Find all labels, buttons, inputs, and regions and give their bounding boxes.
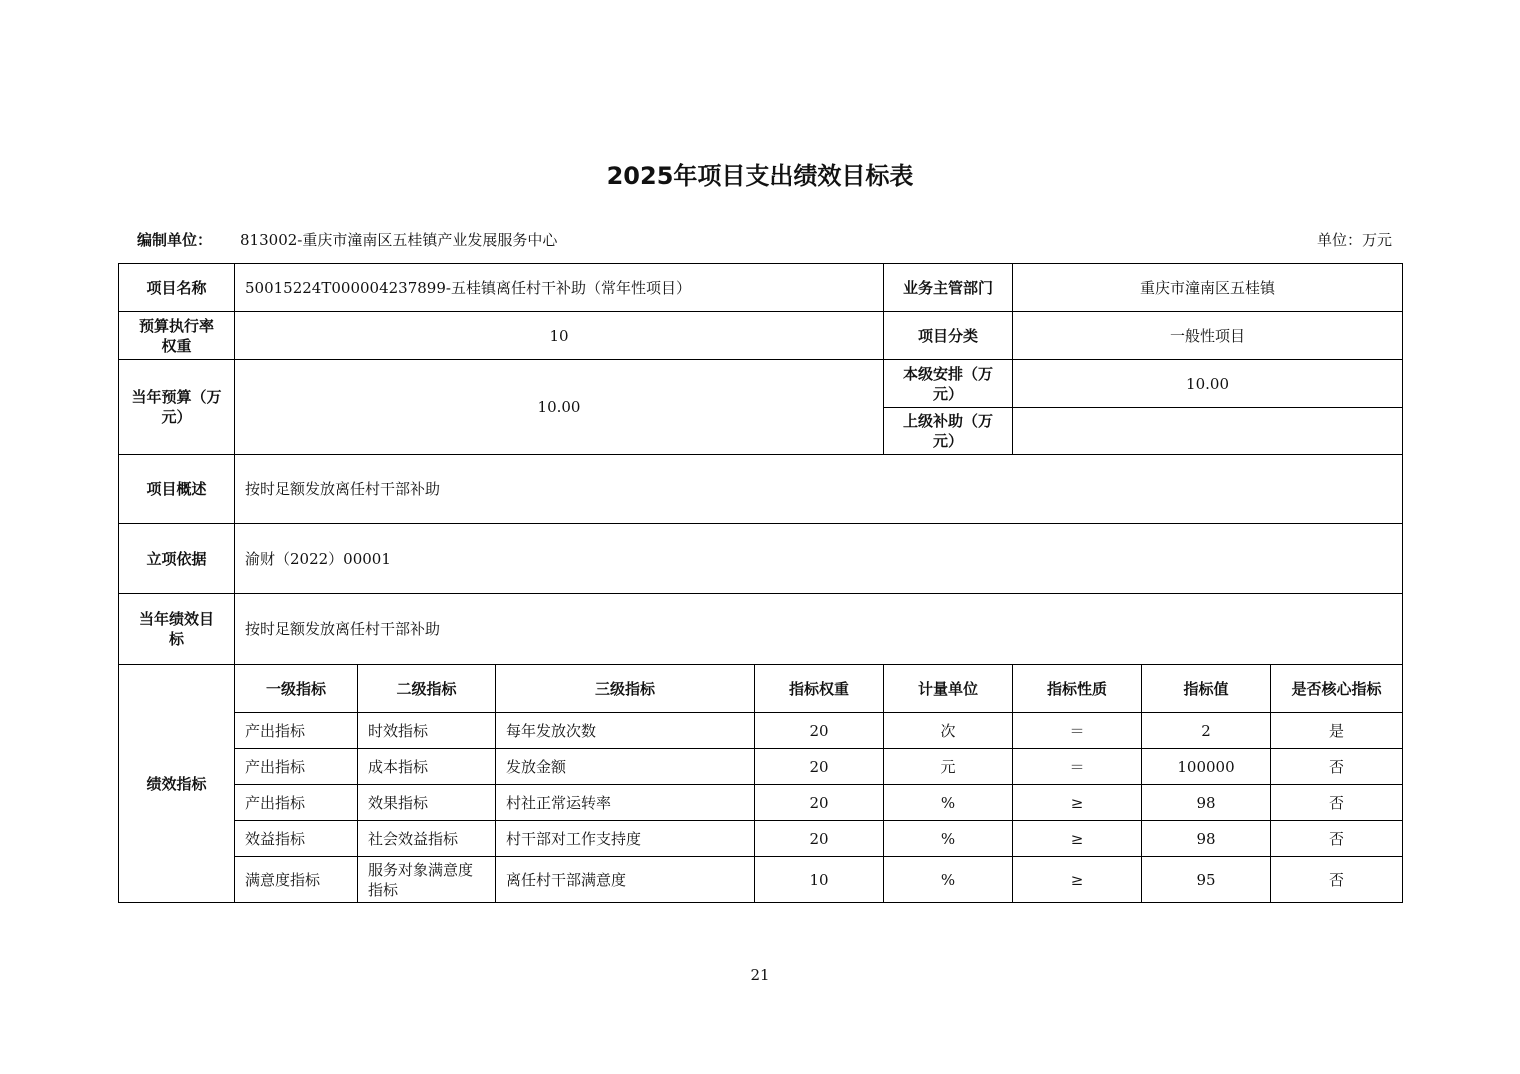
nature-cell: ≥ — [1013, 785, 1142, 821]
indicator-header-row — [119, 665, 1403, 713]
category-label: 项目分类 — [884, 312, 1013, 360]
category-value: 一般性项目 — [1013, 312, 1403, 360]
core-cell: 否 — [1271, 785, 1403, 821]
unit-label: 单位：万元 — [1316, 231, 1392, 249]
indicator-header: 是否核心指标 — [1271, 665, 1403, 713]
core-cell: 否 — [1271, 821, 1403, 857]
value-cell: 98 — [1142, 821, 1271, 857]
core-cell: 否 — [1271, 749, 1403, 785]
indicator-row — [119, 821, 1403, 857]
indicator-row — [119, 749, 1403, 785]
basis-value: 渝财（2022）00001 — [235, 524, 1403, 594]
weight-label-line-2: 权重 — [161, 336, 192, 355]
weight-cell: 20 — [755, 713, 884, 749]
indicator-header: 指标性质 — [1013, 665, 1142, 713]
unit-cell: % — [884, 821, 1013, 857]
value-cell: 95 — [1142, 857, 1271, 903]
level1-cell: 满意度指标 — [235, 857, 358, 903]
level2-cell: 成本指标 — [358, 749, 496, 785]
budget-value: 10.00 — [235, 360, 884, 455]
level2-cell: 社会效益指标 — [358, 821, 496, 857]
row-overview — [119, 455, 1403, 524]
org-line — [137, 228, 557, 252]
indicator-row — [119, 713, 1403, 749]
indicators-label: 绩效指标 — [119, 665, 235, 903]
level1-cell: 产出指标 — [235, 785, 358, 821]
unit-cell: 次 — [884, 713, 1013, 749]
org-value: 813002-重庆市潼南区五桂镇产业发展服务中心 — [240, 231, 558, 249]
level2-cell: 服务对象满意度指标 — [358, 857, 496, 903]
upper-label-line-2: 元） — [933, 432, 964, 450]
goal-label-line-1: 当年绩效目 — [138, 610, 214, 628]
level3-cell: 村社正常运转率 — [496, 785, 755, 821]
upper-value — [1013, 408, 1403, 455]
level2-cell: 效果指标 — [358, 785, 496, 821]
weight-cell: 20 — [755, 785, 884, 821]
level2-cell: 时效指标 — [358, 713, 496, 749]
indicator-header: 二级指标 — [358, 665, 496, 713]
budget-label — [119, 360, 235, 455]
level3-cell: 村干部对工作支持度 — [496, 821, 755, 857]
upper-label-line-1: 上级补助（万 — [903, 412, 994, 430]
local-label-line-1: 本级安排（万 — [903, 364, 994, 383]
indicator-header: 指标值 — [1142, 665, 1271, 713]
weight-label — [119, 312, 235, 360]
value-cell: 100000 — [1142, 749, 1271, 785]
row-budget — [119, 360, 1403, 408]
overview-value: 按时足额发放离任村干部补助 — [235, 455, 1403, 524]
local-value: 10.00 — [1013, 360, 1403, 408]
weight-cell: 20 — [755, 749, 884, 785]
nature-cell: ≥ — [1013, 821, 1142, 857]
goal-label — [119, 594, 235, 665]
level3-cell: 每年发放次数 — [496, 713, 755, 749]
page-title: 2025年项目支出绩效目标表 — [606, 162, 914, 190]
row-goal — [119, 594, 1403, 665]
value-cell: 98 — [1142, 785, 1271, 821]
row-basis — [119, 524, 1403, 594]
basis-label: 立项依据 — [119, 524, 235, 594]
local-label — [884, 360, 1013, 408]
dept-label: 业务主管部门 — [884, 264, 1013, 312]
org-label: 编制单位： — [137, 231, 213, 249]
indicator-header: 指标权重 — [755, 665, 884, 713]
upper-label — [884, 408, 1013, 455]
weight-value: 10 — [235, 312, 884, 360]
unit-cell: 元 — [884, 749, 1013, 785]
weight-cell: 20 — [755, 821, 884, 857]
indicator-header: 一级指标 — [235, 665, 358, 713]
nature-cell: ＝ — [1013, 749, 1142, 785]
level1-cell: 效益指标 — [235, 821, 358, 857]
local-label-line-2: 元） — [933, 384, 964, 403]
goal-value: 按时足额发放离任村干部补助 — [235, 594, 1403, 665]
indicator-row — [119, 857, 1403, 903]
level1-cell: 产出指标 — [235, 749, 358, 785]
nature-cell: ≥ — [1013, 857, 1142, 903]
budget-label-line-2: 元） — [161, 408, 192, 426]
budget-label-line-1: 当年预算（万 — [131, 388, 222, 406]
page-number: 21 — [750, 966, 770, 984]
nature-cell: ＝ — [1013, 713, 1142, 749]
dept-value: 重庆市潼南区五桂镇 — [1013, 264, 1403, 312]
indicator-header: 计量单位 — [884, 665, 1013, 713]
row-project-name — [119, 264, 1403, 312]
row-weight — [119, 312, 1403, 360]
goal-label-line-2: 标 — [168, 630, 184, 648]
project-name-label: 项目名称 — [119, 264, 235, 312]
level1-cell: 产出指标 — [235, 713, 358, 749]
core-cell: 是 — [1271, 713, 1403, 749]
weight-cell: 10 — [755, 857, 884, 903]
value-cell: 2 — [1142, 713, 1271, 749]
indicator-header: 三级指标 — [496, 665, 755, 713]
core-cell: 否 — [1271, 857, 1403, 903]
indicator-row — [119, 785, 1403, 821]
unit-cell: % — [884, 857, 1013, 903]
unit-cell: % — [884, 785, 1013, 821]
project-name-value: 50015224T000004237899-五桂镇离任村干补助（常年性项目） — [235, 264, 884, 312]
performance-target-table — [118, 263, 1403, 903]
level3-cell: 发放金额 — [496, 749, 755, 785]
level3-cell: 离任村干部满意度 — [496, 857, 755, 903]
weight-label-line-1: 预算执行率 — [138, 316, 214, 335]
overview-label: 项目概述 — [119, 455, 235, 524]
